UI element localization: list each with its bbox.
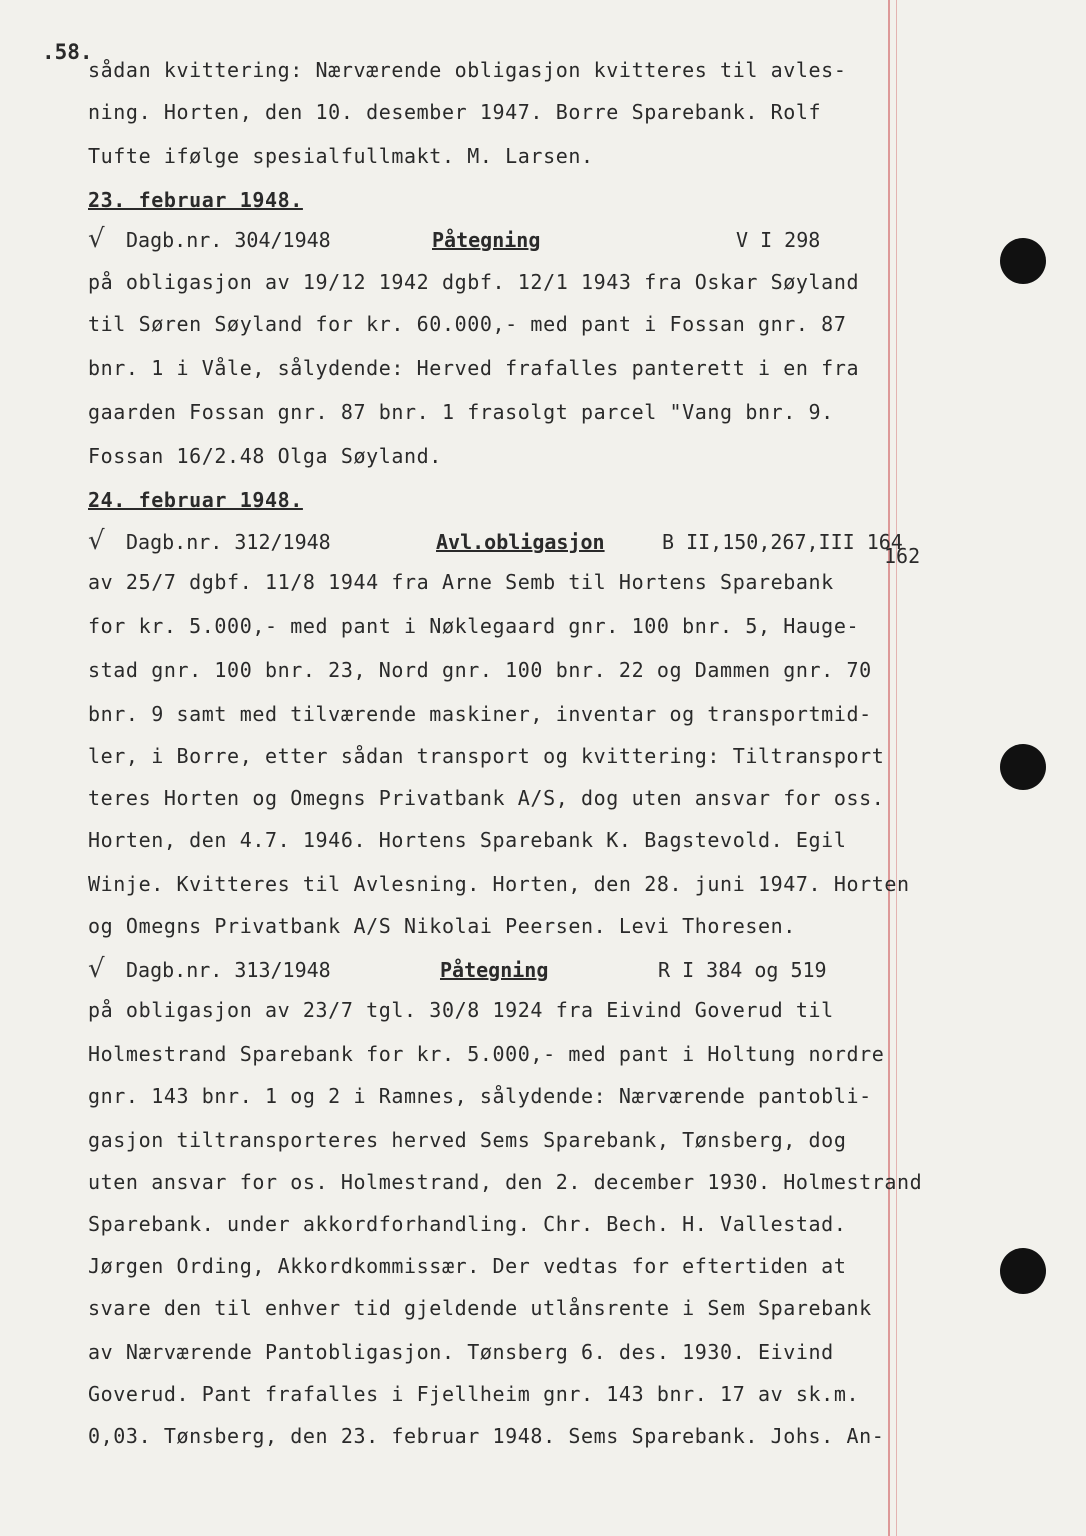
text-line: 0,03. Tønsberg, den 23. februar 1948. Sems Sparebank. Johs. An- bbox=[88, 1424, 885, 1448]
text-line: sådan kvittering: Nærværende obligasjon kvitteres til avles- bbox=[88, 58, 847, 82]
register-reference: V I 298 bbox=[736, 228, 821, 252]
text-line: på obligasjon av 23/7 tgl. 30/8 1924 fra Eivind Goverud til bbox=[88, 998, 834, 1022]
punch-hole bbox=[1000, 744, 1046, 790]
text-line: Horten, den 4.7. 1946. Hortens Sparebank K. Bagstevold. Egil bbox=[88, 828, 847, 852]
text-line: stad gnr. 100 bnr. 23, Nord gnr. 100 bnr. 22 og Dammen gnr. 70 bbox=[88, 658, 872, 682]
entry-type: Påtegning bbox=[440, 958, 549, 982]
entry-type: Avl.obligasjon bbox=[436, 530, 605, 554]
page-number: .58. bbox=[42, 40, 93, 64]
date-heading: 23. februar 1948. bbox=[88, 188, 303, 212]
text-line: Sparebank. under akkordforhandling. Chr. Bech. H. Vallestad. bbox=[88, 1212, 847, 1236]
text-line: gaarden Fossan gnr. 87 bnr. 1 frasolgt parcel "Vang bnr. 9. bbox=[88, 400, 834, 424]
punch-hole bbox=[1000, 238, 1046, 284]
register-reference: R I 384 og 519 bbox=[658, 958, 827, 982]
entry-type: Påtegning bbox=[432, 228, 541, 252]
text-line: Jørgen Ording, Akkordkommissær. Der vedtas for eftertiden at bbox=[88, 1254, 847, 1278]
journal-number: Dagb.nr. 313/1948 bbox=[126, 958, 331, 982]
checkmark: √ bbox=[88, 224, 105, 254]
text-line: for kr. 5.000,- med pant i Nøklegaard gnr. 100 bnr. 5, Hauge- bbox=[88, 614, 860, 638]
text-line: gnr. 143 bnr. 1 og 2 i Ramnes, sålydende: Nærværende pantobli- bbox=[88, 1084, 872, 1108]
text-line: på obligasjon av 19/12 1942 dgbf. 12/1 1943 fra Oskar Søyland bbox=[88, 270, 860, 294]
register-reference: B II,150,267,III 164 bbox=[662, 530, 903, 554]
margin-rule-secondary bbox=[896, 0, 897, 1536]
punch-hole bbox=[1000, 1248, 1046, 1294]
text-line: ning. Horten, den 10. desember 1947. Borre Sparebank. Rolf bbox=[88, 100, 822, 124]
text-line: gasjon tiltransporteres herved Sems Sparebank, Tønsberg, dog bbox=[88, 1128, 847, 1152]
text-line: ler, i Borre, etter sådan transport og kvittering: Tiltransport bbox=[88, 744, 885, 768]
checkmark: √ bbox=[88, 954, 105, 984]
text-line: Fossan 16/2.48 Olga Søyland. bbox=[88, 444, 442, 468]
text-line: av Nærværende Pantobligasjon. Tønsberg 6. des. 1930. Eivind bbox=[88, 1340, 834, 1364]
text-line: Winje. Kvitteres til Avlesning. Horten, den 28. juni 1947. Horten bbox=[88, 872, 910, 896]
journal-number: Dagb.nr. 304/1948 bbox=[126, 228, 331, 252]
register-reference-secondary: 162 bbox=[884, 544, 921, 568]
text-line: uten ansvar for os. Holmestrand, den 2. december 1930. Holmestrand bbox=[88, 1170, 923, 1194]
text-line: teres Horten og Omegns Privatbank A/S, dog uten ansvar for oss. bbox=[88, 786, 885, 810]
text-line: bnr. 1 i Våle, sålydende: Herved frafalles panterett i en fra bbox=[88, 356, 860, 380]
margin-rule bbox=[888, 0, 890, 1536]
text-line: av 25/7 dgbf. 11/8 1944 fra Arne Semb til Hortens Sparebank bbox=[88, 570, 834, 594]
text-line: bnr. 9 samt med tilværende maskiner, inventar og transportmid- bbox=[88, 702, 872, 726]
text-line: svare den til enhver tid gjeldende utlånsrente i Sem Sparebank bbox=[88, 1296, 872, 1320]
text-line: Holmestrand Sparebank for kr. 5.000,- med pant i Holtung nordre bbox=[88, 1042, 885, 1066]
text-line: til Søren Søyland for kr. 60.000,- med pant i Fossan gnr. 87 bbox=[88, 312, 847, 336]
text-line: Goverud. Pant frafalles i Fjellheim gnr. 143 bnr. 17 av sk.m. bbox=[88, 1382, 860, 1406]
text-line: og Omegns Privatbank A/S Nikolai Peersen. Levi Thoresen. bbox=[88, 914, 796, 938]
date-heading: 24. februar 1948. bbox=[88, 488, 303, 512]
checkmark: √ bbox=[88, 526, 105, 556]
journal-number: Dagb.nr. 312/1948 bbox=[126, 530, 331, 554]
text-line: Tufte ifølge spesialfullmakt. M. Larsen. bbox=[88, 144, 594, 168]
